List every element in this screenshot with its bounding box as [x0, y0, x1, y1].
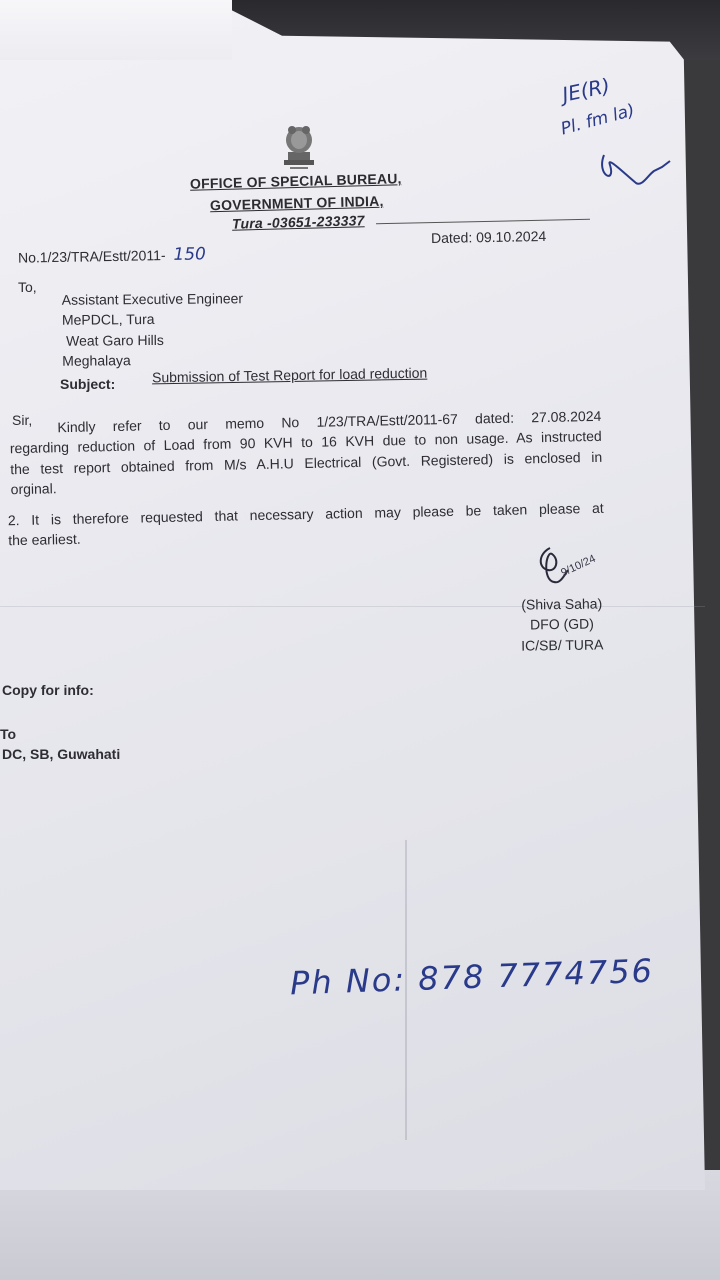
reference-number-printed: No.1/23/TRA/Estt/2011- [17, 247, 166, 266]
office-name: OFFICE OF SPECIAL BUREAU, [189, 170, 402, 192]
paper-fold [0, 0, 232, 60]
government-line: GOVERNMENT OF INDIA, [209, 192, 384, 214]
addressee-line: Meghalaya [62, 352, 131, 369]
subject-text: Submission of Test Report for load reduction [151, 364, 428, 386]
copy-recipient: DC, SB, Guwahati [2, 746, 121, 762]
reference-number-handwritten: 150 [173, 244, 207, 265]
handwritten-initials-scribble [596, 145, 686, 205]
addressee-line: MePDCL, Tura [61, 311, 155, 329]
paragraph-1 [9, 406, 603, 500]
copy-for-info-label: Copy for info: [2, 682, 94, 698]
addressee-block [62, 288, 244, 371]
signatory-office: IC/SB/ TURA [521, 636, 604, 654]
reference-number [18, 242, 206, 270]
office-phone: Tura -03651-233337 [231, 212, 365, 232]
salutation: Sir, [12, 412, 33, 428]
handwritten-note-action: Pl. fm la) [558, 100, 637, 140]
national-emblem-icon [278, 120, 320, 172]
handwritten-note-je: JE(R) [560, 73, 613, 107]
paragraph-1-line: Kindly refer to our memo No 1/23/TRA/Estt/2011-67 dated: 27.08.2024 [57, 407, 602, 436]
to-label: To, [18, 279, 37, 295]
signatory-block [514, 593, 611, 655]
addressee-line: Weat Garo Hills [66, 331, 164, 349]
paragraph-1-line: the test report obtained from M/s A.H.U Electrical (Govt. Registered) is enclosed in [10, 448, 603, 477]
signatory-name: (Shiva Saha) [521, 595, 603, 613]
addressee-line: Assistant Executive Engineer [61, 290, 244, 308]
letter-date: Dated: 09.10.2024 [430, 227, 547, 247]
subject-label: Subject: [60, 376, 116, 392]
copy-to-label: To [0, 726, 17, 742]
paragraph-2-line: the earliest. [8, 531, 81, 549]
signature-date: 9/10/24 [559, 552, 598, 580]
handwritten-phone-number: Ph No: 878 7774756 [289, 951, 655, 1003]
paragraph-1-line: regarding reduction of Load from 90 KVH to 16 KVH due to non usage. As instructed [9, 428, 602, 457]
paragraph-2-line: 2. It is therefore requested that necessary action may please be taken please at [7, 499, 604, 529]
paragraph-1-line: orginal. [10, 480, 57, 498]
signatory-designation: DFO (GD) [529, 615, 594, 633]
